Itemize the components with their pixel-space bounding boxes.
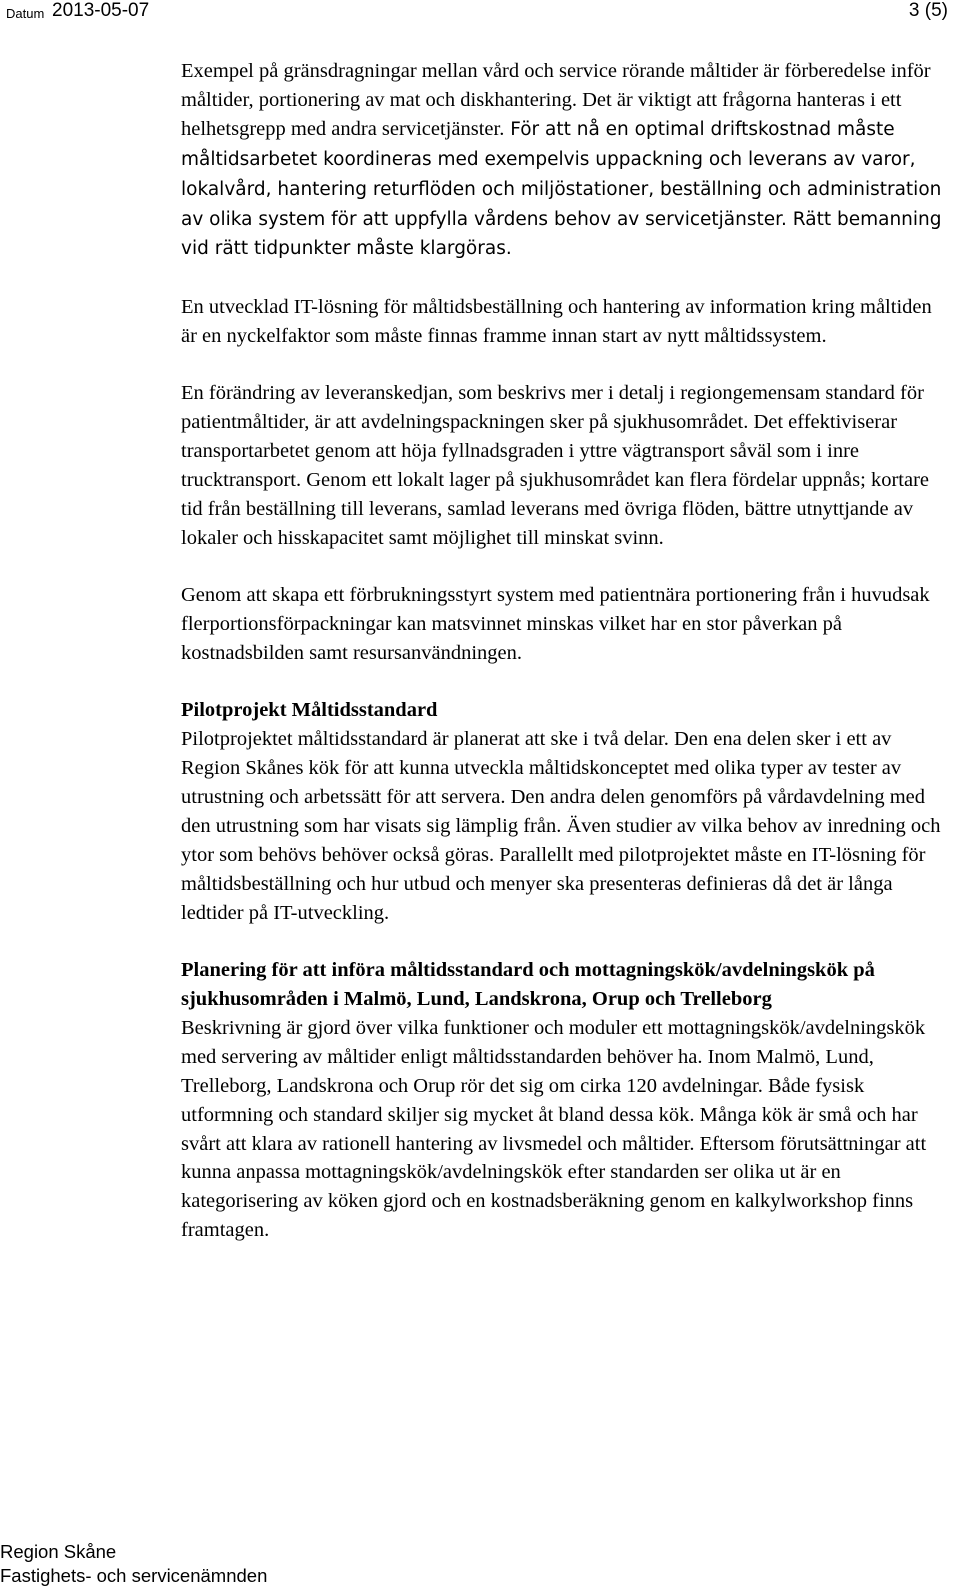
heading-pilotprojekt: Pilotprojekt Måltidsstandard xyxy=(181,699,438,722)
document-date: 2013-05-07 xyxy=(52,0,150,21)
paragraph-it-losning: En utvecklad IT-lösning för måltidsbeställning och hantering av information kring måltiden är en nyckelfaktor som måste finnas framme innan start av nytt måltidssystem. xyxy=(181,295,932,347)
paragraph-beskrivning: Beskrivning är gjord över vilka funktioner och moduler ett mottagningskök/avdelningskök med servering av måltider enligt måltidsstandarden behöver ha. Inom Malmö, Lund, Trelleborg, Landskrona och Orup rör det sig om cirka 120 avdelningar. Både fysisk utformning och standard skiljer sig mycket åt bland dessa kök. Många kök är små och har svårt att klara av rationell hantering av livsmedel och måltider. Eftersom förutsättningar att kunna anpassa mottagningskök/avdelningskök efter standarden ser olika ut är en kategorisering av köken gjord och en kostnadsberäkning genom en kalkylworkshop finns framtagen. xyxy=(181,1016,927,1242)
paragraph-text-continued: För att nå en optimal driftskostnad måste måltidsarbetet koordineras med exempelvis uppackning och leverans av varor, lokalvård, hantering returflöden och miljöstationer, beställning och administration av olika system för att uppfylla vårdens behov av servicetjänster. Rätt bemanning vid rätt tidpunkter måste klargöras. xyxy=(181,118,942,260)
paragraph-pilotprojekt: Pilotprojektet måltidsstandard är planerat att ske i två delar. Den ena delen sker i ett av Region Skånes kök för att kunna utveckla måltidskonceptet med olika typer av tester av utrustning och arbetssätt för att servera. Den andra delen genomförs på vårdavdelning med den utrustning som har visats sig lämplig från. Även studier av vilka behov av inredning och ytor som behövs behöver också göras. Parallellt med pilotprojektet måste en IT-lösning för måltidsbeställning och hur utbud och menyer ska presenteras definieras då det är långa ledtider på IT-utveckling. xyxy=(181,728,941,924)
heading-planering: Planering för att införa måltidsstandard och mottagningskök/avdelningskök på sjukhusområden i Malmö, Lund, Landskrona, Orup och Trelleborg xyxy=(181,959,875,1010)
paragraph-leveranskedja: En förändring av leveranskedjan, som beskrivs mer i detalj i regiongemensam standard för patientmåltider, är att avdelningspackningen sker på sjukhusområdet. Det effektiviserar transportarbetet genom att höja fyllnadsgraden i yttre vägtransport såväl som i inre trucktransport. Genom ett lokalt lager på sjukhusområdet kan flera fördelar uppnås; kortare tid från beställning till leverans, samlad leverans med övriga flöden, bättre utnyttjande av lokaler och hisskapacitet samt möjlighet till minskat svinn. xyxy=(181,382,929,549)
date-label: Datum xyxy=(6,6,45,21)
footer xyxy=(0,1540,267,1588)
paragraph-gransdragning xyxy=(181,57,951,264)
footer-org: Region Skåne xyxy=(0,1541,117,1562)
paragraph-text: Exempel på gränsdragningar mellan vård och service rörande måltider är förberedelse inför måltider, portionering av mat och diskhantering. Det är viktigt att frågorna hanteras i ett helhetsgrepp med andra servicetjänster. xyxy=(181,60,931,140)
page-number: 3 (5) xyxy=(908,0,948,21)
footer-department: Fastighets- och servicenämnden xyxy=(0,1565,268,1586)
paragraph-forbrukningsstyrt: Genom att skapa ett förbrukningsstyrt system med patientnära portionering från i huvudsak flerportionsförpackningar kan matsvinnet minskas vilket har en stor påverkan på kostnadsbilden samt resursanvändningen. xyxy=(181,584,930,664)
document-body xyxy=(181,57,951,1274)
